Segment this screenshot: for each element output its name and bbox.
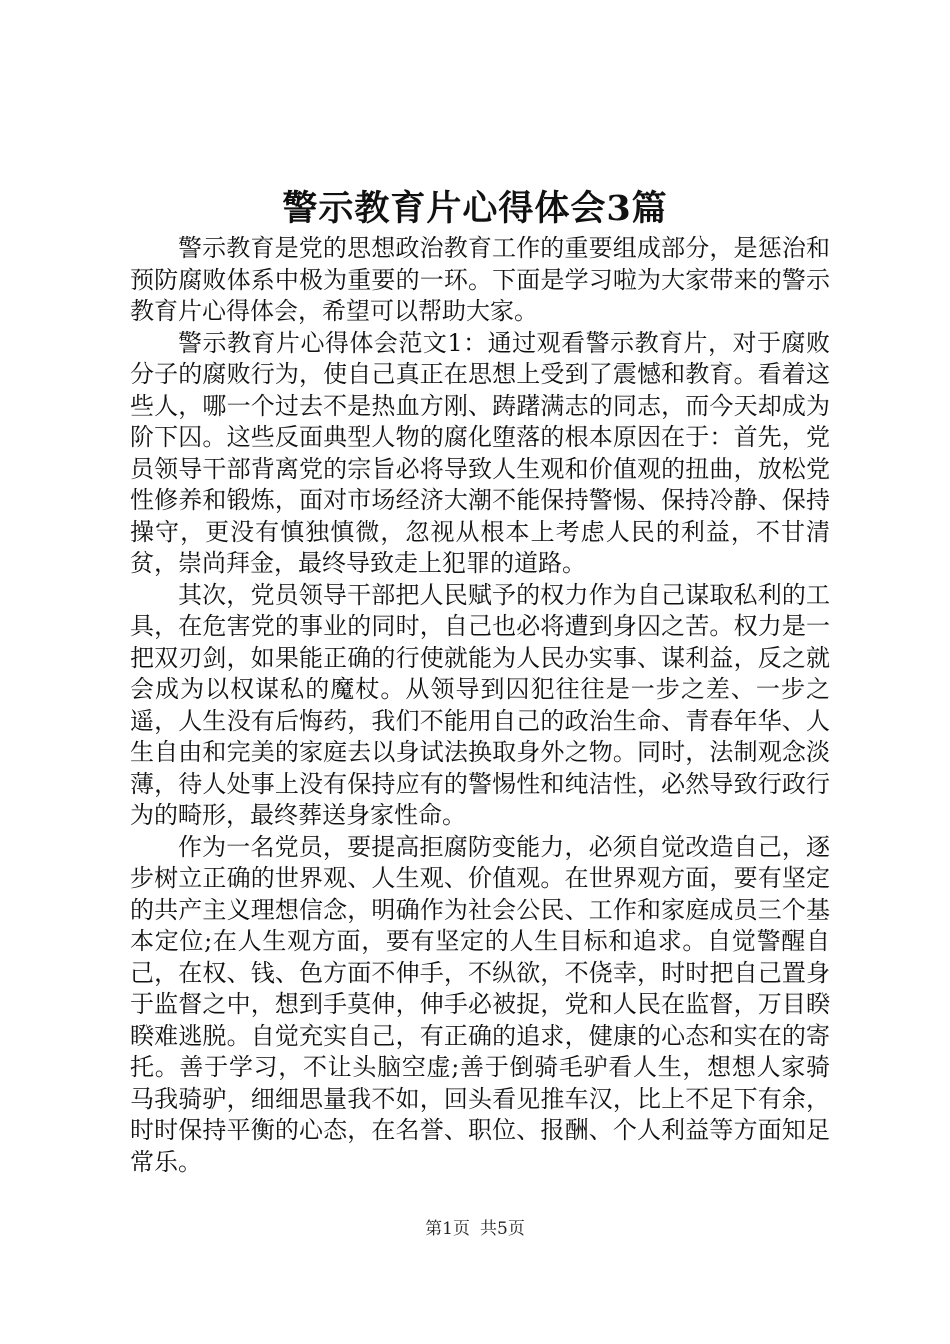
page-number: 第1页 [425, 1219, 470, 1239]
paragraph-second-point: 其次，党员领导干部把人民赋予的权力作为自己谋取私利的工具，在危害党的事业的同时，自己也必将遭到身囚之苦。权力是一把双刃剑，如果能正确的行使就能为人民办实事、谋利益，反之就会成为以权谋私的魔杖。从领导到囚犯往往是一步之差、一步之遥，人生没有后悔药，我们不能用自己的政治生命、青春年华、人生自由和完美的家庭去以身试法换取身外之物。同时，法制观念淡薄，待人处事上没有保持应有的警惕性和纯洁性，必然导致行政行为的畸形，最终葬送身家性命。 [130, 580, 830, 829]
page-footer [0, 1217, 950, 1241]
document-body [130, 233, 830, 1178]
paragraph-party-member: 作为一名党员，要提高拒腐防变能力，必须自觉改造自己，逐步树立正确的世界观、人生观、价值观。在世界观方面，要有坚定的共产主义理想信念，明确作为社会公民、工作和家庭成员三个基本定位;在人生观方面，要有坚定的人生目标和追求。自觉警醒自己，在权、钱、色方面不伸手，不纵欲，不侥幸，时时把自己置身于监督之中，想到手莫伸，伸手必被捉，党和人民在监督，万目睽睽难逃脱。自觉充实自己，有正确的追求，健康的心态和实在的寄托。善于学习，不让头脑空虚;善于倒骑毛驴看人生，想想人家骑马我骑驴，细细思量我不如，回头看见推车汉，比上不足下有余，时时保持平衡的心态，在名誉、职位、报酬、个人利益等方面知足常乐。 [130, 832, 830, 1176]
document-title: 警示教育片心得体会3篇 [282, 188, 668, 229]
paragraph-sample-1: 警示教育片心得体会范文1：通过观看警示教育片，对于腐败分子的腐败行为，使自己真正在思想上受到了震憾和教育。看着这些人，哪一个过去不是热血方刚、踌躇满志的同志，而今天却成为阶下囚。这些反面典型人物的腐化堕落的根本原因在于：首先，党员领导干部背离党的宗旨必将导致人生观和价值观的扭曲，放松党性修养和锻炼，面对市场经济大潮不能保持警惕、保持冷静、保持操守，更没有慎独慎微，忽视从根本上考虑人民的利益，不甘清贫，崇尚拜金，最终导致走上犯罪的道路。 [130, 328, 830, 577]
paragraph-intro: 警示教育是党的思想政治教育工作的重要组成部分，是惩治和预防腐败体系中极为重要的一环。下面是学习啦为大家带来的警示教育片心得体会，希望可以帮助大家。 [130, 234, 830, 325]
page-total: 共5页 [480, 1219, 525, 1239]
